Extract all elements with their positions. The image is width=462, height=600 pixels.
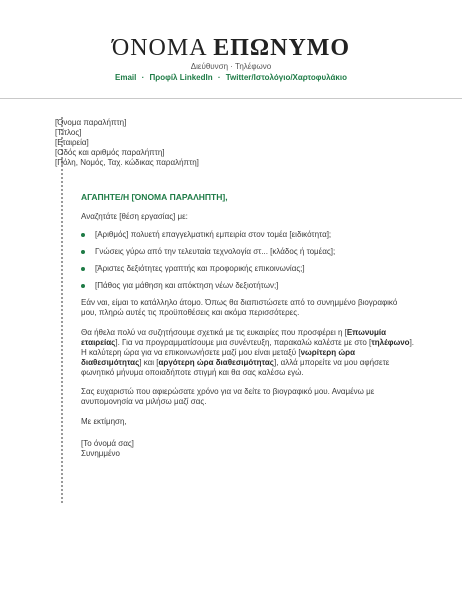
- sender-name: [0, 34, 462, 62]
- late-time-placeholder: αργότερη ώρα διαθεσιμότητας: [158, 358, 274, 367]
- letter-body: [55, 118, 415, 459]
- list-item[interactable]: Γνώσεις γύρω από την τελευταία τεχνολογία στ... [κλάδος ή τομέας];: [81, 247, 415, 257]
- bullet-icon: [81, 233, 85, 237]
- phone-placeholder: τηλέφωνο: [371, 338, 410, 347]
- phone: Τηλέφωνο: [235, 62, 272, 71]
- linkedin-link[interactable]: Προφίλ LinkedIn: [149, 73, 213, 82]
- twitter-link[interactable]: Twitter/Ιστολόγιο/Χαρτοφυλάκιο: [225, 73, 347, 82]
- letter-main: [55, 192, 415, 459]
- sender-signature-name[interactable]: [Το όνομά σας]: [81, 439, 134, 448]
- first-name: ΌΝΟΜΑ: [111, 35, 207, 61]
- separator-dot: ·: [217, 73, 221, 82]
- list-item[interactable]: [Πάθος για μάθηση και απόκτηση νέων δεξιοτήτων;]: [81, 281, 415, 291]
- recipient-block: [55, 118, 415, 168]
- separator-dot: ·: [141, 73, 145, 82]
- recipient-title[interactable]: [Τίτλος]: [55, 128, 82, 137]
- signature-block: [81, 439, 415, 459]
- bullet-icon: [81, 267, 85, 271]
- closing[interactable]: Με εκτίμηση,: [81, 417, 127, 426]
- recipient-name[interactable]: [Όνομα παραλήπτη]: [55, 118, 127, 127]
- paragraph-qualifications[interactable]: Εάν ναι, είμαι το κατάλληλο άτομο. Όπως θα διαπιστώσετε από το συνημμένο βιογραφικό μου, πληρώ αυτές τις προϋποθέσεις και ακόμα περισσότερες.: [81, 298, 398, 317]
- paragraph-interview[interactable]: Θα ήθελα πολύ να συζητήσουμε σχετικά με τις ευκαιρίες που προσφέρει η [Επωνυμία εταιρείας]. Για να προγραμματίσουμε μια συνέντευξη, παρακαλώ καλέστε με στο [τηλέφωνο]. Η καλύτερη ώρα για να επικοινωνήσετε μαζί μου είναι μεταξύ [νωρίτερη ώρα διαθεσιμότητας] και [αργότερη ώρα διαθεσιμότητας], αλλά μπορείτε να μου αφήσετε φωνητικό μήνυμα οποιαδήποτε στιγμή και θα σας καλέσω εγώ.: [81, 328, 415, 377]
- list-item[interactable]: [Άριστες δεξιότητες γραπτής και προφορικής επικοινωνίας;]: [81, 264, 415, 274]
- early-time-placeholder: νωρίτερη ώρα διαθεσιμότητας: [81, 348, 355, 367]
- last-name: ΕΠΩΝΥΜΟ: [213, 35, 351, 61]
- salutation[interactable]: ΑΓΑΠΗΤΕ/Η [ΌΝΟΜΑ ΠΑΡΑΛΗΠΤΗ],: [81, 192, 228, 202]
- intro-line[interactable]: Αναζητάτε [θέση εργασίας] με:: [81, 212, 188, 221]
- company-placeholder: Επωνυμία εταιρείας: [81, 328, 386, 347]
- qualification-list: [81, 230, 415, 291]
- enclosure-note[interactable]: Συνημμένο: [81, 449, 121, 458]
- list-item[interactable]: [Αριθμός] πολυετή επαγγελματική εμπειρία στον τομέα [ειδικότητα];: [81, 230, 415, 240]
- header-divider: [0, 98, 462, 99]
- separator-dot: ·: [230, 62, 233, 71]
- address: Διεύθυνση: [190, 62, 229, 71]
- bullet-icon: [81, 284, 85, 288]
- paragraph-thanks[interactable]: Σας ευχαριστώ που αφιερώσατε χρόνο για να δείτε το βιογραφικό μου. Αναμένω με ανυπομονησία να μιλήσω μαζί σας.: [81, 387, 375, 406]
- email-link[interactable]: Email: [115, 73, 137, 82]
- recipient-city[interactable]: [Πόλη, Νομός, Ταχ. κώδικας παραλήπτη]: [55, 158, 199, 167]
- recipient-street[interactable]: [Οδός και αριθμός παραλήπτη]: [55, 148, 165, 157]
- recipient-company[interactable]: [Εταιρεία]: [55, 138, 89, 147]
- bullet-icon: [81, 250, 85, 254]
- contact-line-links: [0, 72, 462, 84]
- contact-line-address: [0, 62, 462, 72]
